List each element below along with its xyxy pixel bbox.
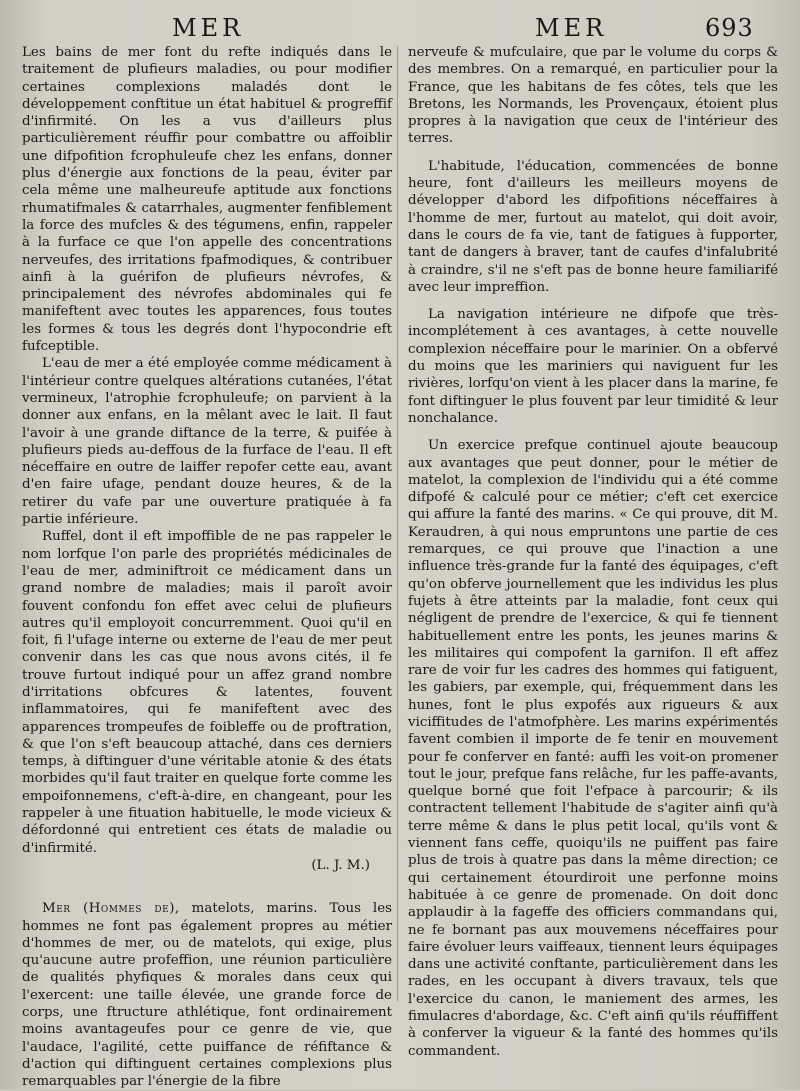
column-divider [397, 46, 398, 1001]
page-number: 693 [705, 14, 754, 42]
running-title-left: MER [172, 14, 245, 42]
paragraph-sea-baths: Les bains de mer font du refte indiqués dans le traitement de plufieurs maladies, ou pour modifier certaines complexions maladés dont le développement conftitue un état habituel & progreffif d'infirmité. On les a vus d'ailleurs plus particulièrement réuffir pour combattre ou affoiblir une difpofition fcrophuleufe chez les enfans, donner plus d'énergie aux fonctions de la peau, éviter par cela même une malheureufe aptitude aux fonctions rhumatifmales & catarrhales, augmenter fenfiblement la force des mufcles & des tégumens, enfin, rappeler à la furface ce que l'on appelle des concentrations nerveufes, des irritations fpafmodiques, & contribuer ainfi à la guérifon de plufieurs névrofes, & principalement des névrofes abdominales qui fe manifeftent avec toutes les apparences, fous toutes les formes & tous les degrés dont l'hypocondrie eft fufceptible. [22, 45, 392, 355]
page-header [0, 8, 800, 40]
author-signature: (L. J. M.) [311, 857, 370, 873]
paragraph-habit-education: L'habitude, l'éducation, commencées de bonne heure, font d'ailleurs les meilleurs moyens de développer d'abord les difpofitions néceffaires à l'homme de mer, furtout au matelot, qui doit avoir, dans le cours de fa vie, tant de fatigues à fupporter, tant de dangers à braver, tant de caufes d'infalubrité à craindre, s'il ne s'eft pas de bonne heure familiarifé avec leur impreffion. [408, 158, 778, 295]
running-title-right: MER [535, 14, 608, 42]
entry-headword: Mer (Hommes de), [42, 901, 180, 917]
entry-hommes-de-mer [22, 900, 392, 1090]
paragraph-russel: Ruffel, dont il eft impoffible de ne pas rappeler le nom lorfque l'on parle des propriétés médicinales de l'eau de mer, adminiftroit ce médicament dans un grand nombre de maladies; mais il paroît avoir fouvent confondu fon effet avec celui de plufieurs autres qu'il employoit concurremment. Quoi qu'il en foit, fi l'ufage interne ou externe de l'eau de mer peut convenir dans les cas que nous avons cités, il fe trouve furtout indiqué pour un affez grand nombre d'irritations obfcures & latentes, fouvent inflammatoires, qui fe manifeftent avec des apparences trompeufes de foibleffe ou de proftration, & que l'on s'eft beaucoup attaché, dans ces derniers temps, à diftinguer d'une véritable atonie & des états morbides qu'il faut traiter en quelque forte comme les empoifonnemens, c'eft-à-dire, en changeant, pour les rappeler à une fituation habituelle, le mode vicieux & défordonné qui entretient ces états de maladie ou d'infirmité. [22, 529, 392, 856]
paragraph-exercise: Un exercice prefque continuel ajoute beaucoup aux avantages que peut donner, pour le métier de matelot, la complexion de l'individu qui a été comme difpofé & calculé pour ce métier; c'eft cet exercice qui affure la fanté des marins. « Ce qui prouve, dit M. Keraudren, à qui nous empruntons une partie de ces remarques, ce qui prouve que l'inaction a une influence très-grande fur la fanté des équipages, c'eft qu'on obferve journellement que les individus les plus fujets à être atteints par la maladie, font ceux qui négligent de prendre de l'exercice, & qui fe tiennent habituellement entre les ponts, les jeunes marins & les militaires qui compofent la garnifon. Il eft affez rare de voir fur les cadres des hommes qui fatiguent, les gabiers, par exemple, qui, fréquemment dans les hunes, font le plus expofés aux rigueurs & aux viciffitudes de l'atmofphère. Les marins expérimentés favent combien il importe de fe tenir en mouvement pour fe conferver en fanté: auffi les voit-on promener tout le jour, prefque fans relâche, fur les paffe-avants, quelque borné que foit l'efpace à parcourir; & ils contractent tellement l'habitude de s'agiter ainfi qu'à terre même & dans le plus petit local, qu'ils vont & viennent fans ceffe, quoiqu'ils ne puiffent pas faire plus de trois à quatre pas dans la même direction; ce qui certainement étourdiroit une perfonne moins habituée à ce genre de promenade. On doit donc applaudir à la fageffe des officiers commandans qui, ne fe bornant pas aux mouvemens néceffaires pour faire évoluer leurs vaiffeaux, tiennent leurs équipages dans une activité conftante, particulièrement dans les rades, en les occupant à divers travaux, tels que l'exercice du canon, le maniement des armes, les fimulacres d'abordage, &c. C'eft ainfi qu'ils réuffiffent à conferver la vigueur & la fanté des hommes qu'ils commandent. [408, 438, 778, 1059]
paragraph-inland-navigation: La navigation intérieure ne difpofe que très-incomplétement à ces avantages, à cette nouvelle complexion néceffaire pour le marinier. On a obfervé du moins que les mariniers qui naviguent fur les rivières, lorfqu'on vient à les placer dans la marine, fe font diftinguer le plus fouvent par leur timidité & leur nonchalance. [408, 307, 778, 426]
entry-text: matelots, marins. Tous les hommes ne font pas également propres au métier d'hommes de mer, ou de matelots, qui exige, plus qu'aucune autre profeffion, une réunion particulière de qualités phyfiques & morales dans ceux qui l'exercent: une taille élevée, une grande force de corps, une ftructure athlétique, font ordinairement moins avantageufes pour ce genre de vie, que l'audace, l'agilité, cette puiffance de réfiftance & d'action qui diftinguent certaines complexions plus remarquables par l'énergie de la fibre [22, 901, 392, 1090]
paragraph-sea-water-medicine: L'eau de mer a été employée comme médicament à l'intérieur contre quelques altérations cutanées, l'état vermineux, l'atrophie fcrophuleufe; on parvient à la donner aux enfans, en la mêlant avec le lait. Il faut l'avoir à une grande diftance de la terre, & puifée à plufieurs pieds au-deffous de la furface de l'eau. Il eft néceffaire en outre de laiffer repofer cette eau, avant d'en faire ufage, pendant douze heures, & de la retirer du vafe par une ouverture pratiquée à fa partie inférieure. [22, 356, 392, 528]
paragraph-continuation: nerveufe & mufculaire, que par le volume du corps & des membres. On a remarqué, en particulier pour la France, que les habitans de fes côtes, tels que les Bretons, les Normands, les Provençaux, étoient plus propres à la navigation que ceux de l'intérieur des terres. [408, 45, 778, 147]
left-column [22, 44, 392, 1091]
right-column [408, 44, 778, 1060]
